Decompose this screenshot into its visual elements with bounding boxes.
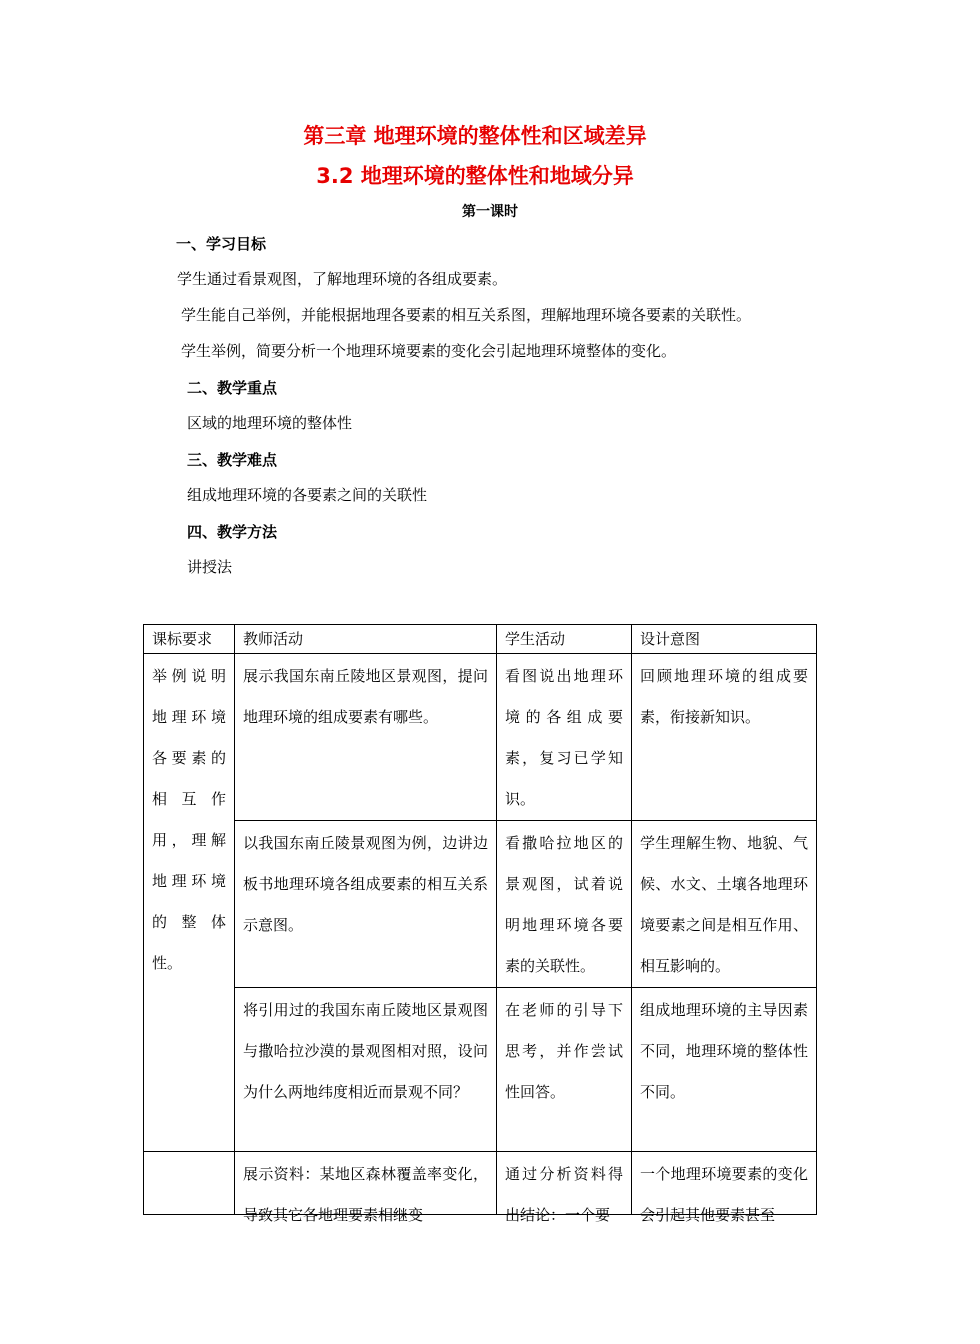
column-header-teacher: 教师活动 bbox=[235, 625, 497, 654]
student-activity-cell: 看图说出地理环境的各组成要素，复习已学知识。 bbox=[497, 654, 632, 821]
chapter-title: 第三章 地理环境的整体性和区域差异 bbox=[303, 124, 647, 148]
student-activity-cell: 看撒哈拉地区的景观图，试着说明地理环境各要素的关联性。 bbox=[497, 821, 632, 988]
student-activity-cell bbox=[497, 1152, 632, 1224]
lesson-plan-table bbox=[143, 624, 817, 1224]
column-header-intent: 设计意图 bbox=[632, 625, 817, 654]
objective-3: 学生举例，简要分析一个地理环境要素的变化会引起地理环境整体的变化。 bbox=[181, 342, 677, 360]
design-intent-cell: 回顾地理环境的组成要素，衔接新知识。 bbox=[632, 654, 817, 821]
table-row bbox=[144, 654, 817, 821]
table-row bbox=[144, 1152, 817, 1215]
heading-objectives: 一、学习目标 bbox=[176, 235, 267, 253]
heading-key-points: 二、教学重点 bbox=[187, 379, 278, 397]
heading-methods: 四、教学方法 bbox=[187, 523, 278, 541]
requirement-cell-empty bbox=[144, 1152, 235, 1215]
teacher-activity-cell bbox=[235, 1152, 497, 1224]
heading-difficulties: 三、教学难点 bbox=[187, 451, 278, 469]
design-intent-cell bbox=[632, 1152, 817, 1224]
requirement-cell: 举例说明地理环境各要素的相互作用，理解地理环境的整体性。 bbox=[144, 654, 235, 1152]
table-row bbox=[144, 821, 817, 988]
teacher-activity-cell: 展示我国东南丘陵地区景观图，提问地理环境的组成要素有哪些。 bbox=[235, 654, 497, 821]
difficulty-text: 组成地理环境的各要素之间的关联性 bbox=[187, 486, 428, 504]
teacher-activity-text: 展示资料：某地区森林覆盖率变化，导致其它各地理要素相继变 bbox=[243, 1165, 488, 1224]
lesson-label: 第一课时 bbox=[462, 204, 518, 220]
teacher-activity-cell: 以我国东南丘陵景观图为例，边讲边板书地理环境各组成要素的相互关系示意图。 bbox=[235, 821, 497, 988]
column-header-student: 学生活动 bbox=[497, 625, 632, 654]
table-header-row bbox=[144, 625, 817, 654]
design-intent-text: 一个地理环境要素的变化会引起其他要素甚至 bbox=[640, 1165, 808, 1224]
design-intent-cell: 学生理解生物、地貌、气候、水文、土壤各地理环境要素之间是相互作用、相互影响的。 bbox=[632, 821, 817, 988]
design-intent-cell: 组成地理环境的主导因素不同，地理环境的整体性不同。 bbox=[632, 988, 817, 1152]
table-row bbox=[144, 988, 817, 1152]
section-title: 3.2 地理环境的整体性和地域分异 bbox=[316, 164, 634, 188]
objective-2: 学生能自己举例，并能根据地理各要素的相互关系图，理解地理环境各要素的关联性。 bbox=[181, 306, 752, 324]
column-header-requirement: 课标要求 bbox=[144, 625, 235, 654]
student-activity-cell: 在老师的引导下思考，并作尝试性回答。 bbox=[497, 988, 632, 1152]
method-text: 讲授法 bbox=[187, 558, 233, 576]
objective-1: 学生通过看景观图，了解地理环境的各组成要素。 bbox=[177, 270, 508, 288]
key-point-text: 区域的地理环境的整体性 bbox=[187, 414, 353, 432]
student-activity-text: 通过分析资料得出结论：一个要 bbox=[505, 1165, 623, 1224]
teacher-activity-cell: 将引用过的我国东南丘陵地区景观图与撒哈拉沙漠的景观图相对照，设问为什么两地纬度相近而景观不同？ bbox=[235, 988, 497, 1152]
